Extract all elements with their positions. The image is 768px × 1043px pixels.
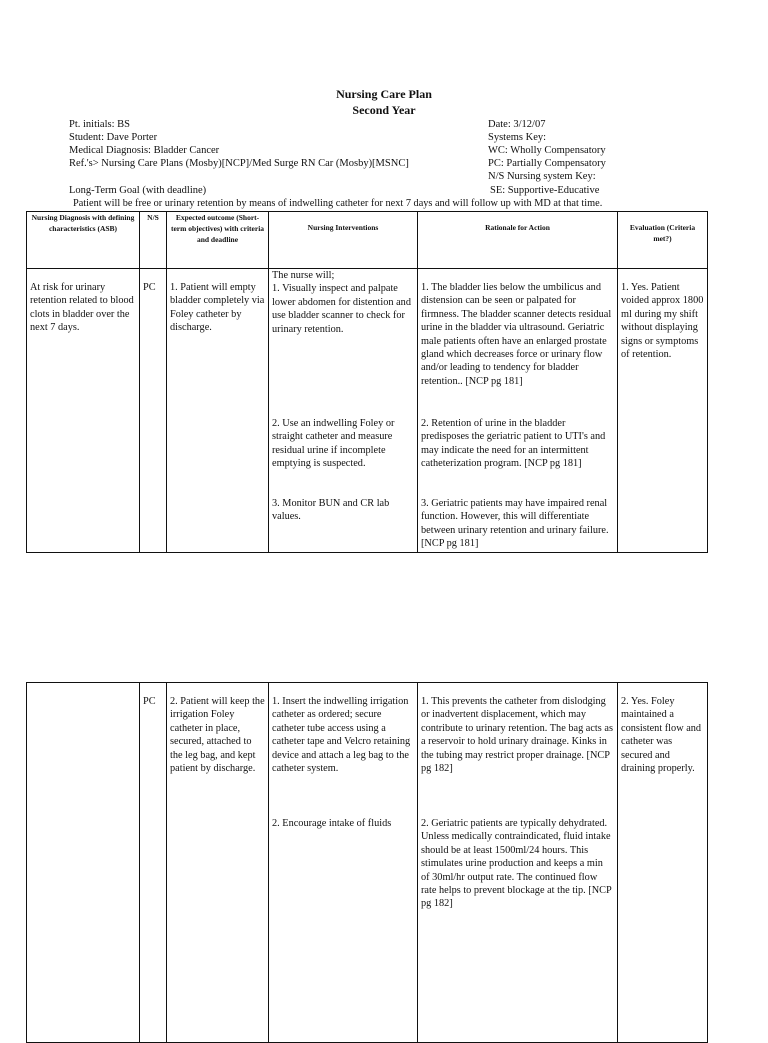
key-pc: PC: Partially Compensatory [488, 158, 606, 169]
ns-cell: PC [140, 269, 167, 553]
ns-cell: PC [140, 683, 167, 1043]
rationale-cell [418, 683, 618, 1043]
header-diagnosis: Nursing Diagnosis with defining characteristics (ASB) [27, 212, 140, 269]
outcome-cell: 1. Patient will empty bladder completely via Foley catheter by discharge. [167, 269, 269, 553]
header-interventions: Nursing Interventions [269, 212, 418, 269]
intervention-item: 1. Insert the indwelling irrigation catheter as ordered; secure catheter tube access using a catheter tape and Velcro retaining device and attach a leg bag to the catheter system. [272, 696, 411, 775]
systems-key-label: Systems Key: [488, 132, 547, 143]
header-rationale: Rationale for Action [418, 212, 618, 269]
key-wc: WC: Wholly Compensatory [488, 145, 606, 156]
key-se: SE: Supportive-Educative [490, 185, 600, 196]
header-outcome: Expected outcome (Short-term objectives) with criteria and deadline [167, 212, 269, 269]
rationale-item: 3. Geriatric patients may have impaired renal function. However, this will differentiate between urinary retention and urinary failure. [NCP pg 181] [421, 498, 609, 550]
care-plan-table-2 [26, 682, 708, 1043]
table-header-row [27, 212, 708, 269]
diagnosis-cell [27, 683, 140, 1043]
evaluation-cell: 1. Yes. Patient voided approx 1800 ml during my shift without displaying signs or symptoms of retention. [618, 269, 708, 553]
rationale-item: 1. The bladder lies below the umbilicus and distension can be seen or palpated for firmness. The bladder scanner detects residual urine in the bladder via ultrasound. Geriatric male patients often have an enlarged prostate gland which decreases force or urinary flow and/or leading to tendency for bladder retention.. [NCP pg 181] [421, 282, 612, 387]
page-title: Nursing Care Plan [336, 87, 432, 101]
ns-key-label: N/S Nursing system Key: [488, 171, 596, 182]
interventions-cell [269, 683, 418, 1043]
rationale-item: 2. Retention of urine in the bladder predisposes the geriatric patient to UTI's and may indicate the need for an intermittent catheterization program. [NCP pg 181] [421, 418, 606, 470]
student-name: Student: Dave Porter [69, 132, 158, 143]
care-plan-table-1 [26, 211, 708, 553]
date: Date: 3/12/07 [488, 119, 546, 130]
rationale-cell [418, 269, 618, 553]
header-evaluation: Evaluation (Criteria met?) [618, 212, 708, 269]
evaluation-cell: 2. Yes. Foley maintained a consistent flow and catheter was secured and draining properly. [618, 683, 708, 1043]
medical-diagnosis: Medical Diagnosis: Bladder Cancer [69, 145, 220, 156]
table-row [27, 269, 708, 553]
table-row [27, 683, 708, 1043]
header-ns: N/S [140, 212, 167, 269]
diagnosis-cell: At risk for urinary retention related to blood clots in bladder over the next 7 days. [27, 269, 140, 553]
intervention-item: 2. Use an indwelling Foley or straight catheter and measure residual urine if incomplete emptying is suspected. [272, 418, 395, 470]
references: Ref.'s> Nursing Care Plans (Mosby)[NCP]/Med Surge RN Car (Mosby)[MSNC] [69, 158, 409, 169]
patient-initials: Pt. initials: BS [69, 119, 130, 130]
page-subtitle: Second Year [352, 103, 416, 117]
long-term-goal-label: Long-Term Goal (with deadline) [69, 185, 207, 196]
intervention-item: 2. Encourage intake of fluids [272, 818, 392, 829]
intervention-item: 3. Monitor BUN and CR lab values. [272, 498, 390, 523]
long-term-goal-text: Patient will be free or urinary retention by means of indwelling catheter for next 7 days and will follow up with MD at that time. [73, 198, 603, 209]
rationale-item: 2. Geriatric patients are typically dehydrated. Unless medically contraindicated, fluid intake should be at least 1500ml/24 hours. This stimulates urine production and keeps a min of 30ml/hr output rate. The continued flow rate helps to prevent blockage at the tip. [NCP pg 182] [421, 818, 612, 910]
outcome-cell: 2. Patient will keep the irrigation Foley catheter in place, secured, attached to the leg bag, and kept patient by discharge. [167, 683, 269, 1043]
intervention-item: The nurse will; 1. Visually inspect and palpate lower abdomen for distention and use bladder scanner to check for urinary retention. [272, 270, 411, 335]
interventions-cell [269, 269, 418, 553]
rationale-item: 1. This prevents the catheter from dislodging or inadvertent displacement, which may contribute to urinary retention. The bag acts as a reservoir to hold urinary drainage. Kinks in the tubing may restrict proper drainage. [NCP pg 182] [421, 696, 613, 775]
